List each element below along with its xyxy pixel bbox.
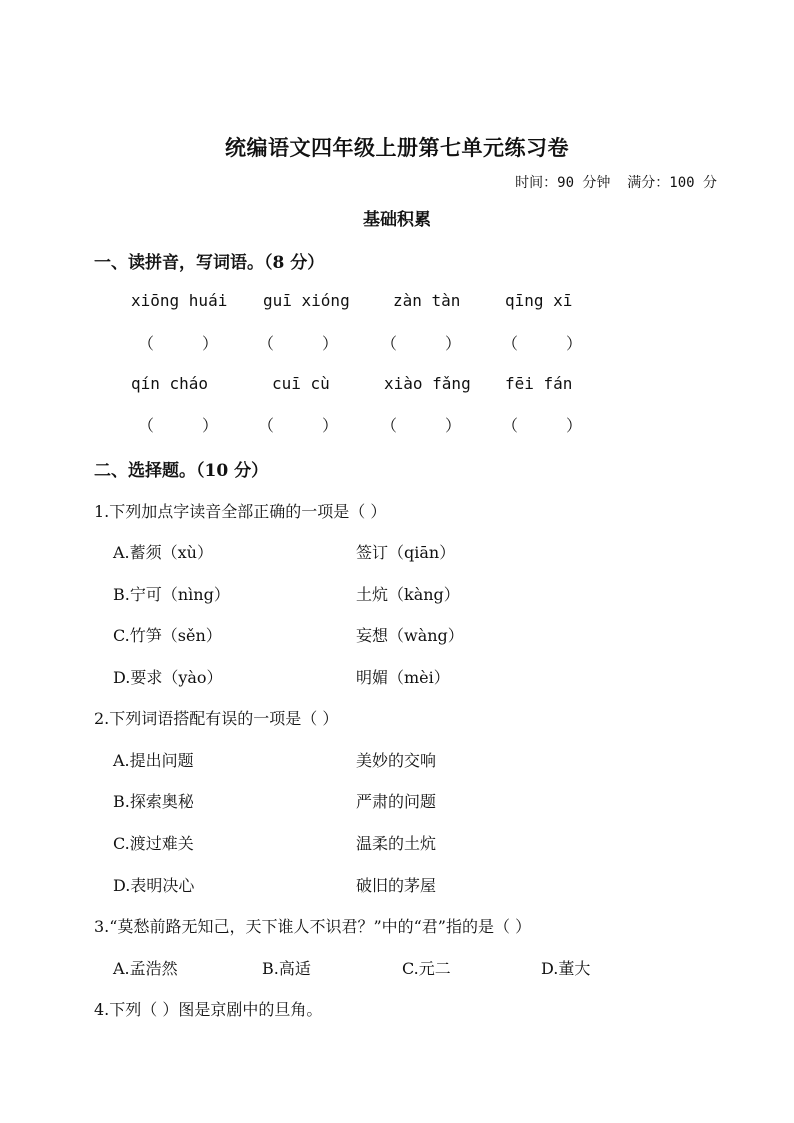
pinyin-item: qín cháo xyxy=(131,374,209,393)
choice-option: 温柔的土炕 xyxy=(356,834,437,853)
part-one-heading: 一、读拼音，写词语。（8 分） xyxy=(94,253,325,273)
answer-blank-open: （ xyxy=(138,415,155,435)
answer-blank xyxy=(138,333,219,353)
answer-blank xyxy=(502,333,583,353)
choice-option: C.渡过难关 xyxy=(113,834,194,853)
answer-blank-open: （ xyxy=(502,333,519,353)
choice-option: D.要求（yào） xyxy=(113,668,223,687)
time-score-info: 时间：90 分钟 满分：100 分 xyxy=(515,175,717,191)
choice-option: 破旧的茅屋 xyxy=(356,876,437,895)
pinyin-item: xiōng huái xyxy=(131,291,228,310)
choice-option: 妄想（wàng） xyxy=(356,626,464,645)
pinyin-item: guī xióng xyxy=(263,291,350,310)
choice-option: D.表明决心 xyxy=(113,876,195,895)
choice-option: B.高适 xyxy=(262,959,311,978)
choice-option: D.董大 xyxy=(541,959,591,978)
choice-option: 签订（qiān） xyxy=(356,543,456,562)
answer-blank xyxy=(381,333,462,353)
section-title: 基础积累 xyxy=(363,210,431,230)
pinyin-item: xiào fǎng xyxy=(384,374,471,393)
question-stem: 4.下列（ ）图是京剧中的旦角。 xyxy=(94,1000,323,1019)
choice-option: B.探索奥秘 xyxy=(113,792,194,811)
pinyin-item: fēi fán xyxy=(505,374,573,393)
answer-blank xyxy=(138,415,219,435)
choice-option: 严肃的问题 xyxy=(356,792,437,811)
answer-blank xyxy=(502,415,583,435)
answer-blank-open: （ xyxy=(258,415,275,435)
answer-blank-close: ） xyxy=(322,415,339,435)
answer-blank-open: （ xyxy=(502,415,519,435)
answer-blank-open: （ xyxy=(258,333,275,353)
document-title: 统编语文四年级上册第七单元练习卷 xyxy=(225,135,569,160)
choice-option: B.宁可（nìng） xyxy=(113,585,230,604)
choice-option: 明媚（mèi） xyxy=(356,668,450,687)
choice-option: 美妙的交响 xyxy=(356,751,437,770)
choice-option: A.提出问题 xyxy=(113,751,194,770)
pinyin-item: cuī cù xyxy=(272,374,330,393)
choice-option: C.元二 xyxy=(402,959,451,978)
answer-blank-close: ） xyxy=(445,415,462,435)
pinyin-item: zàn tàn xyxy=(393,291,461,310)
answer-blank-close: ） xyxy=(445,333,462,353)
answer-blank-open: （ xyxy=(138,333,155,353)
answer-blank-close: ） xyxy=(566,415,583,435)
choice-option: C.竹笋（sěn） xyxy=(113,626,222,645)
part-two-heading: 二、选择题。（10 分） xyxy=(94,461,269,481)
answer-blank-open: （ xyxy=(381,333,398,353)
choice-option: A.孟浩然 xyxy=(113,959,178,978)
choice-option: 土炕（kàng） xyxy=(356,585,460,604)
answer-blank xyxy=(258,415,339,435)
question-stem: 3.“莫愁前路无知己，天下谁人不识君？”中的“君”指的是（ ） xyxy=(94,917,532,936)
answer-blank-close: ） xyxy=(202,333,219,353)
choice-option: A.蓄须（xù） xyxy=(113,543,213,562)
pinyin-item: qīng xī xyxy=(505,291,573,310)
question-stem: 1.下列加点字读音全部正确的一项是（ ） xyxy=(94,502,387,521)
answer-blank-open: （ xyxy=(381,415,398,435)
answer-blank xyxy=(258,333,339,353)
answer-blank-close: ） xyxy=(202,415,219,435)
answer-blank xyxy=(381,415,462,435)
question-stem: 2.下列词语搭配有误的一项是（ ） xyxy=(94,709,339,728)
answer-blank-close: ） xyxy=(322,333,339,353)
answer-blank-close: ） xyxy=(566,333,583,353)
